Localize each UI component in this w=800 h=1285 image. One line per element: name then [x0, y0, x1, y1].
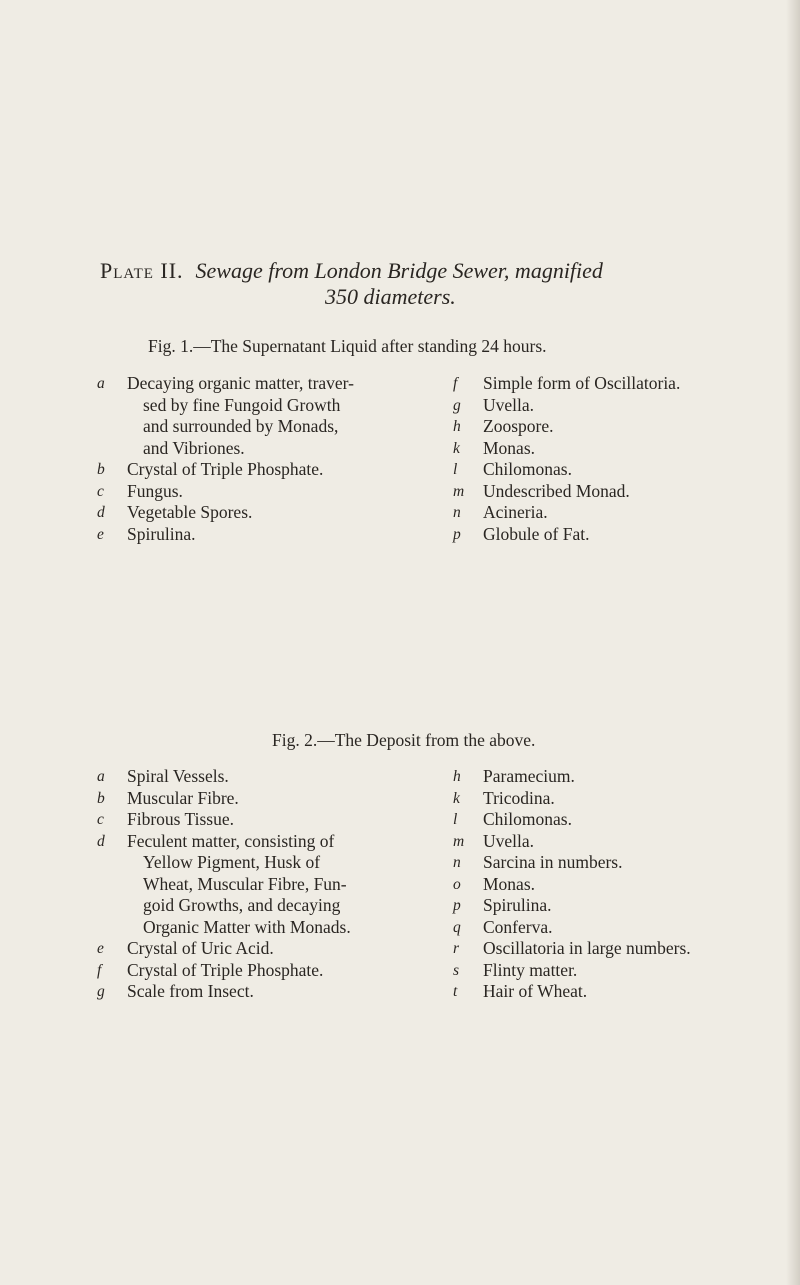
legend-entry [97, 373, 427, 459]
legend-letter: a [97, 375, 105, 392]
legend-letter: e [97, 525, 104, 543]
plate-title [100, 258, 780, 310]
legend-description-line: and surrounded by Monads, [143, 416, 339, 436]
plate-title-line-2: 350 diameters. [325, 284, 456, 309]
legend-letter: d [97, 504, 105, 521]
legend-description-line: Globule of Fat. [483, 523, 590, 544]
legend-description-line: Sarcina in numbers. [483, 852, 623, 872]
legend-entry [97, 766, 437, 788]
fig1-left-legend [97, 373, 427, 545]
legend-letter: b [97, 789, 105, 807]
legend-letter: n [453, 504, 461, 521]
legend-description-line: Tricodina. [483, 787, 555, 808]
legend-entry [453, 481, 793, 503]
legend-letter: g [453, 396, 461, 414]
legend-description-line: Yellow Pigment, Husk of [143, 852, 321, 872]
legend-letter: d [97, 832, 105, 850]
legend-description-line: Crystal of Triple Phosphate. [127, 959, 324, 980]
legend-description-line: Uvella. [483, 394, 535, 415]
legend-letter: h [453, 768, 461, 785]
legend-entry [453, 459, 793, 481]
legend-letter: n [453, 854, 461, 871]
legend-entry [453, 981, 798, 1003]
legend-description-line: Vegetable Spores. [127, 502, 253, 522]
legend-entry [97, 981, 437, 1003]
fig2-left-legend [97, 766, 437, 1003]
legend-description-line: Scale from Insect. [127, 981, 254, 1001]
legend-entry [453, 917, 798, 939]
legend-letter: a [97, 768, 105, 785]
legend-entry [97, 809, 437, 831]
legend-entry [97, 459, 427, 481]
legend-letter: t [453, 983, 458, 1000]
legend-letter: l [453, 461, 458, 478]
legend-description-line: Spirulina. [127, 523, 196, 544]
legend-letter: s [453, 961, 460, 979]
legend-letter: b [97, 461, 105, 478]
legend-letter: h [453, 418, 461, 435]
legend-entry [453, 395, 793, 417]
legend-description-line: Uvella. [483, 830, 535, 851]
legend-description-line: Decaying organic matter, traver- [127, 373, 354, 393]
legend-description-line: and Vibriones. [143, 437, 245, 458]
legend-description-line: Conferva. [483, 916, 553, 937]
legend-letter: m [453, 832, 465, 850]
legend-entry [453, 766, 798, 788]
legend-letter: f [453, 375, 458, 392]
legend-description-line: Crystal of Uric Acid. [127, 938, 274, 958]
legend-description-line: Muscular Fibre. [127, 787, 239, 808]
legend-description-line: Organic Matter with Monads. [143, 916, 351, 937]
legend-description-line: Simple form of Oscillatoria. [483, 373, 681, 393]
legend-description-line: Acineria. [483, 502, 548, 522]
legend-letter: k [453, 439, 460, 457]
legend-description-line: Crystal of Triple Phosphate. [127, 459, 324, 479]
legend-description-line: goid Growths, and decaying [143, 895, 341, 915]
legend-letter: c [97, 482, 104, 500]
legend-entry [453, 874, 798, 896]
legend-entry [453, 524, 793, 546]
legend-description-line: Paramecium. [483, 766, 575, 786]
legend-entry [453, 831, 798, 853]
legend-description-line: Wheat, Muscular Fibre, Fun- [143, 873, 347, 894]
legend-letter: p [453, 525, 461, 543]
fig1-right-legend [453, 373, 793, 545]
legend-entry [97, 938, 437, 960]
legend-description-line: Zoospore. [483, 416, 554, 436]
legend-description-line: Oscillatoria in large numbers. [483, 938, 691, 958]
legend-description-line: Chilomonas. [483, 459, 572, 479]
legend-entry [453, 938, 798, 960]
legend-letter: q [453, 918, 461, 936]
legend-entry [97, 502, 427, 524]
legend-entry [97, 788, 437, 810]
legend-letter: c [97, 811, 104, 828]
legend-description-line: Chilomonas. [483, 809, 572, 829]
legend-letter: k [453, 789, 460, 807]
legend-description-line: Spirulina. [483, 895, 552, 915]
plate-title-line-1: Sewage from London Bridge Sewer, magnified [195, 258, 603, 283]
legend-letter: o [453, 875, 461, 893]
legend-description-line: Monas. [483, 437, 536, 458]
legend-description-line: sed by fine Fungoid Growth [143, 394, 341, 415]
legend-entry [453, 416, 793, 438]
legend-entry [97, 524, 427, 546]
plate-label: Plate II. [100, 258, 184, 283]
legend-description-line: Undescribed Monad. [483, 480, 630, 501]
legend-entry [453, 373, 793, 395]
page-edge-shadow [786, 0, 800, 1285]
fig2-heading: Fig. 2.—The Deposit from the above. [272, 730, 536, 750]
legend-letter: m [453, 482, 465, 500]
legend-description-line: Fungus. [127, 480, 183, 501]
legend-letter: e [97, 940, 104, 957]
legend-letter: p [453, 897, 461, 914]
legend-entry [453, 438, 793, 460]
fig2-right-legend [453, 766, 798, 1003]
legend-entry [453, 960, 798, 982]
legend-entry [453, 895, 798, 917]
legend-description-line: Spiral Vessels. [127, 766, 229, 786]
legend-letter: f [97, 961, 102, 979]
legend-letter: l [453, 811, 458, 828]
legend-description-line: Flinty matter. [483, 959, 578, 980]
fig1-heading: Fig. 1.—The Supernatant Liquid after standing 24 hours. [148, 336, 547, 356]
legend-entry [453, 852, 798, 874]
legend-entry [97, 481, 427, 503]
legend-entry [453, 502, 793, 524]
legend-description-line: Monas. [483, 873, 536, 894]
legend-description-line: Fibrous Tissue. [127, 809, 234, 829]
legend-entry [97, 831, 437, 939]
legend-entry [97, 960, 437, 982]
legend-entry [453, 788, 798, 810]
legend-entry [453, 809, 798, 831]
legend-description-line: Hair of Wheat. [483, 981, 588, 1001]
legend-letter: r [453, 940, 460, 957]
legend-description-line: Feculent matter, consisting of [127, 830, 335, 851]
legend-letter: g [97, 983, 105, 1000]
